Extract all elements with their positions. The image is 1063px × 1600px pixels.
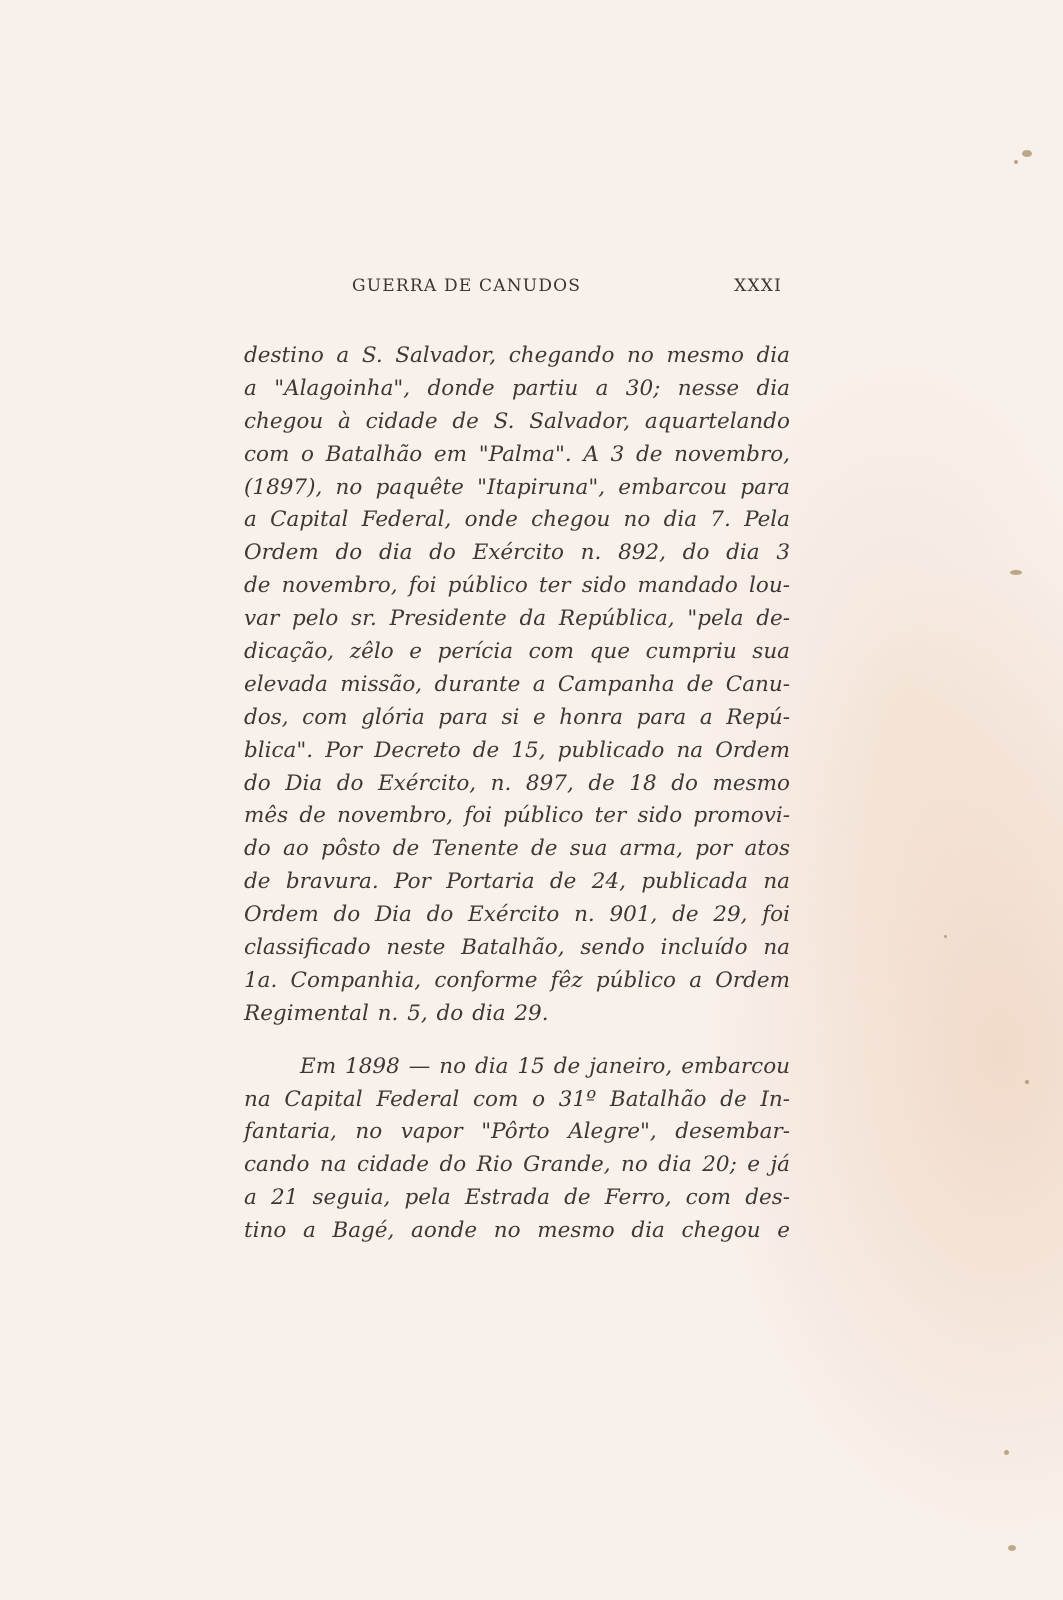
ink-speck — [1004, 1450, 1009, 1455]
text-line: do ao pôsto de Tenente de sua arma, por atos — [244, 836, 790, 862]
paragraph-1 — [244, 340, 790, 1031]
text-line: mês de novembro, foi público ter sido promovi- — [244, 803, 790, 829]
page-number: XXXI — [734, 276, 782, 296]
text-line: com o Batalhão em "Palma". A 3 de novembro, — [244, 441, 790, 467]
ink-speck — [1025, 1080, 1029, 1084]
text-line: Regimental n. 5, do dia 29. — [244, 1000, 549, 1026]
text-line: Ordem do Dia do Exército n. 901, de 29, foi — [244, 902, 790, 928]
paragraph-gap — [244, 1031, 790, 1051]
body-text — [244, 340, 790, 1248]
text-line: classificado neste Batalhão, sendo incluído na — [244, 935, 790, 961]
text-line: 1a. Companhia, conforme fêz público a Ordem — [244, 967, 790, 993]
ink-speck — [1010, 570, 1022, 575]
text-line: de novembro, foi público ter sido mandado lou- — [244, 573, 790, 599]
text-line: (1897), no paquête "Itapiruna", embarcou para — [244, 474, 790, 500]
ink-speck — [1014, 160, 1018, 164]
text-line: var pelo sr. Presidente da República, "pela de- — [244, 606, 790, 632]
text-line: elevada missão, durante a Campanha de Canu- — [244, 671, 790, 697]
text-line: tino a Bagé, aonde no mesmo dia chegou e — [244, 1218, 790, 1244]
text-line: blica". Por Decreto de 15, publicado na Ordem — [244, 737, 790, 763]
text-line: do Dia do Exército, n. 897, de 18 do mesmo — [244, 770, 790, 796]
ink-speck — [1022, 150, 1032, 157]
text-line: dicação, zêlo e perícia com que cumpriu sua — [244, 639, 790, 665]
ink-speck — [1008, 1545, 1016, 1551]
text-line: a 21 seguia, pela Estrada de Ferro, com des- — [244, 1185, 790, 1211]
running-head — [352, 276, 782, 296]
paragraph-2 — [244, 1051, 790, 1248]
text-line: fantaria, no vapor "Pôrto Alegre", desembar- — [244, 1119, 790, 1145]
ink-speck — [944, 935, 947, 938]
text-line: de bravura. Por Portaria de 24, publicada na — [244, 869, 790, 895]
book-title: GUERRA DE CANUDOS — [352, 276, 582, 296]
text-line: Em 1898 — no dia 15 de janeiro, embarcou — [300, 1053, 790, 1079]
text-line: cando na cidade do Rio Grande, no dia 20; e já — [244, 1152, 790, 1178]
text-line: destino a S. Salvador, chegando no mesmo dia — [244, 343, 790, 368]
text-line: na Capital Federal com o 31º Batalhão de In- — [244, 1086, 790, 1112]
text-line: dos, com glória para si e honra para a Repú- — [244, 704, 790, 730]
text-line: Ordem do dia do Exército n. 892, do dia 3 — [244, 540, 790, 566]
text-line: a Capital Federal, onde chegou no dia 7. Pela — [244, 507, 790, 533]
text-line: a "Alagoinha", donde partiu a 30; nesse dia — [244, 375, 790, 401]
text-line: chegou à cidade de S. Salvador, aquartelando — [244, 408, 790, 434]
